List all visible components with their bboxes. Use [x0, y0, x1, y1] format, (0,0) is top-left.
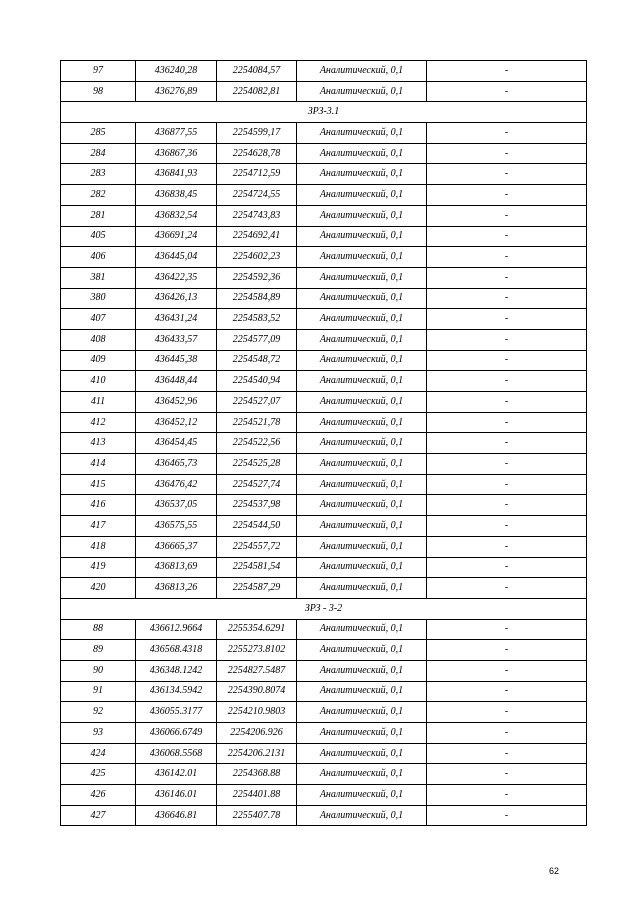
- method-accuracy-cell: Аналитический, 0,1: [297, 329, 427, 350]
- point-number-cell: 410: [61, 371, 136, 392]
- page-number: 62: [549, 866, 560, 876]
- note-cell: -: [427, 61, 587, 82]
- point-number-cell: 420: [61, 578, 136, 599]
- table-row: [61, 702, 587, 723]
- y-coordinate-cell: 2254082,81: [217, 81, 297, 102]
- x-coordinate-cell: 436431,24: [136, 309, 217, 330]
- note-cell: -: [427, 640, 587, 661]
- table-row: [61, 764, 587, 785]
- x-coordinate-cell: 436445,04: [136, 247, 217, 268]
- x-coordinate-cell: 436612.9664: [136, 619, 217, 640]
- note-cell: -: [427, 164, 587, 185]
- x-coordinate-cell: 436276,89: [136, 81, 217, 102]
- point-number-cell: 380: [61, 288, 136, 309]
- y-coordinate-cell: 2254592,36: [217, 267, 297, 288]
- method-accuracy-cell: Аналитический, 0,1: [297, 205, 427, 226]
- point-number-cell: 282: [61, 185, 136, 206]
- y-coordinate-cell: 2254599,17: [217, 123, 297, 144]
- method-accuracy-cell: Аналитический, 0,1: [297, 764, 427, 785]
- method-accuracy-cell: Аналитический, 0,1: [297, 123, 427, 144]
- table-body: [61, 61, 587, 826]
- table-row: [61, 309, 587, 330]
- note-cell: -: [427, 267, 587, 288]
- table-row: [61, 288, 587, 309]
- note-cell: -: [427, 764, 587, 785]
- y-coordinate-cell: 2254743,83: [217, 205, 297, 226]
- section-header-row: [61, 598, 587, 619]
- y-coordinate-cell: 2254522,56: [217, 433, 297, 454]
- note-cell: -: [427, 247, 587, 268]
- table-row: [61, 454, 587, 475]
- method-accuracy-cell: Аналитический, 0,1: [297, 495, 427, 516]
- y-coordinate-cell: 2254401.88: [217, 785, 297, 806]
- table-row: [61, 226, 587, 247]
- note-cell: -: [427, 702, 587, 723]
- method-accuracy-cell: Аналитический, 0,1: [297, 702, 427, 723]
- note-cell: -: [427, 81, 587, 102]
- y-coordinate-cell: 2254587,29: [217, 578, 297, 599]
- x-coordinate-cell: 436055.3177: [136, 702, 217, 723]
- point-number-cell: 92: [61, 702, 136, 723]
- x-coordinate-cell: 436691,24: [136, 226, 217, 247]
- x-coordinate-cell: 436841,93: [136, 164, 217, 185]
- y-coordinate-cell: 2254206.926: [217, 723, 297, 744]
- table-row: [61, 412, 587, 433]
- point-number-cell: 411: [61, 392, 136, 413]
- method-accuracy-cell: Аналитический, 0,1: [297, 61, 427, 82]
- method-accuracy-cell: Аналитический, 0,1: [297, 578, 427, 599]
- table-row: [61, 371, 587, 392]
- x-coordinate-cell: 436575,55: [136, 516, 217, 537]
- x-coordinate-cell: 436452,12: [136, 412, 217, 433]
- y-coordinate-cell: 2254521,78: [217, 412, 297, 433]
- y-coordinate-cell: 2254084,57: [217, 61, 297, 82]
- y-coordinate-cell: 2254692,41: [217, 226, 297, 247]
- point-number-cell: 415: [61, 474, 136, 495]
- method-accuracy-cell: Аналитический, 0,1: [297, 143, 427, 164]
- table-row: [61, 474, 587, 495]
- y-coordinate-cell: 2254368.88: [217, 764, 297, 785]
- method-accuracy-cell: Аналитический, 0,1: [297, 557, 427, 578]
- x-coordinate-cell: 436646.81: [136, 805, 217, 826]
- method-accuracy-cell: Аналитический, 0,1: [297, 288, 427, 309]
- method-accuracy-cell: Аналитический, 0,1: [297, 743, 427, 764]
- y-coordinate-cell: 2254602,23: [217, 247, 297, 268]
- note-cell: -: [427, 723, 587, 744]
- point-number-cell: 97: [61, 61, 136, 82]
- table-row: [61, 723, 587, 744]
- table-row: [61, 578, 587, 599]
- x-coordinate-cell: 436665,37: [136, 536, 217, 557]
- table-row: [61, 743, 587, 764]
- point-number-cell: 406: [61, 247, 136, 268]
- y-coordinate-cell: 2254577,09: [217, 329, 297, 350]
- method-accuracy-cell: Аналитический, 0,1: [297, 247, 427, 268]
- x-coordinate-cell: 436142.01: [136, 764, 217, 785]
- point-number-cell: 88: [61, 619, 136, 640]
- point-number-cell: 409: [61, 350, 136, 371]
- x-coordinate-cell: 436838,45: [136, 185, 217, 206]
- point-number-cell: 381: [61, 267, 136, 288]
- point-number-cell: 284: [61, 143, 136, 164]
- table-row: [61, 681, 587, 702]
- point-number-cell: 419: [61, 557, 136, 578]
- table-row: [61, 267, 587, 288]
- note-cell: -: [427, 309, 587, 330]
- x-coordinate-cell: 436813,69: [136, 557, 217, 578]
- point-number-cell: 413: [61, 433, 136, 454]
- table-row: [61, 516, 587, 537]
- table-row: [61, 247, 587, 268]
- section-header-row: [61, 102, 587, 123]
- x-coordinate-cell: 436426,13: [136, 288, 217, 309]
- table-row: [61, 205, 587, 226]
- point-number-cell: 98: [61, 81, 136, 102]
- x-coordinate-cell: 436445,38: [136, 350, 217, 371]
- method-accuracy-cell: Аналитический, 0,1: [297, 660, 427, 681]
- method-accuracy-cell: Аналитический, 0,1: [297, 350, 427, 371]
- note-cell: -: [427, 474, 587, 495]
- note-cell: -: [427, 433, 587, 454]
- y-coordinate-cell: 2255273.8102: [217, 640, 297, 661]
- y-coordinate-cell: 2254827.5487: [217, 660, 297, 681]
- method-accuracy-cell: Аналитический, 0,1: [297, 474, 427, 495]
- table-row: [61, 805, 587, 826]
- table-row: [61, 143, 587, 164]
- y-coordinate-cell: 2254544,50: [217, 516, 297, 537]
- y-coordinate-cell: 2254537,98: [217, 495, 297, 516]
- point-number-cell: 416: [61, 495, 136, 516]
- note-cell: -: [427, 371, 587, 392]
- note-cell: -: [427, 123, 587, 144]
- x-coordinate-cell: 436240,28: [136, 61, 217, 82]
- y-coordinate-cell: 2254540,94: [217, 371, 297, 392]
- table-row: [61, 392, 587, 413]
- point-number-cell: 283: [61, 164, 136, 185]
- x-coordinate-cell: 436448,44: [136, 371, 217, 392]
- method-accuracy-cell: Аналитический, 0,1: [297, 723, 427, 744]
- y-coordinate-cell: 2254583,52: [217, 309, 297, 330]
- y-coordinate-cell: 2254527,74: [217, 474, 297, 495]
- y-coordinate-cell: 2254527,07: [217, 392, 297, 413]
- method-accuracy-cell: Аналитический, 0,1: [297, 392, 427, 413]
- y-coordinate-cell: 2254525,28: [217, 454, 297, 475]
- point-number-cell: 425: [61, 764, 136, 785]
- point-number-cell: 412: [61, 412, 136, 433]
- point-number-cell: 408: [61, 329, 136, 350]
- point-number-cell: 89: [61, 640, 136, 661]
- point-number-cell: 426: [61, 785, 136, 806]
- x-coordinate-cell: 436146.01: [136, 785, 217, 806]
- point-number-cell: 424: [61, 743, 136, 764]
- method-accuracy-cell: Аналитический, 0,1: [297, 640, 427, 661]
- table-row: [61, 350, 587, 371]
- table-row: [61, 557, 587, 578]
- x-coordinate-cell: 436867,36: [136, 143, 217, 164]
- note-cell: -: [427, 578, 587, 599]
- x-coordinate-cell: 436476,42: [136, 474, 217, 495]
- section-title: ЗРЗ-3.1: [61, 102, 587, 123]
- method-accuracy-cell: Аналитический, 0,1: [297, 785, 427, 806]
- note-cell: -: [427, 350, 587, 371]
- point-number-cell: 93: [61, 723, 136, 744]
- x-coordinate-cell: 436537,05: [136, 495, 217, 516]
- table-row: [61, 640, 587, 661]
- method-accuracy-cell: Аналитический, 0,1: [297, 164, 427, 185]
- y-coordinate-cell: 2254390.8074: [217, 681, 297, 702]
- section-title: ЗРЗ - 3-2: [61, 598, 587, 619]
- note-cell: -: [427, 619, 587, 640]
- method-accuracy-cell: Аналитический, 0,1: [297, 805, 427, 826]
- method-accuracy-cell: Аналитический, 0,1: [297, 516, 427, 537]
- x-coordinate-cell: 436134.5942: [136, 681, 217, 702]
- table-row: [61, 495, 587, 516]
- point-number-cell: 414: [61, 454, 136, 475]
- note-cell: -: [427, 805, 587, 826]
- method-accuracy-cell: Аналитический, 0,1: [297, 433, 427, 454]
- note-cell: -: [427, 681, 587, 702]
- table-row: [61, 185, 587, 206]
- y-coordinate-cell: 2255407.78: [217, 805, 297, 826]
- note-cell: -: [427, 288, 587, 309]
- table-row: [61, 433, 587, 454]
- point-number-cell: 90: [61, 660, 136, 681]
- x-coordinate-cell: 436568.4318: [136, 640, 217, 661]
- note-cell: -: [427, 495, 587, 516]
- x-coordinate-cell: 436452,96: [136, 392, 217, 413]
- table-row: [61, 619, 587, 640]
- y-coordinate-cell: 2254548,72: [217, 350, 297, 371]
- note-cell: -: [427, 536, 587, 557]
- method-accuracy-cell: Аналитический, 0,1: [297, 309, 427, 330]
- method-accuracy-cell: Аналитический, 0,1: [297, 454, 427, 475]
- note-cell: -: [427, 329, 587, 350]
- y-coordinate-cell: 2254206.2131: [217, 743, 297, 764]
- point-number-cell: 427: [61, 805, 136, 826]
- method-accuracy-cell: Аналитический, 0,1: [297, 412, 427, 433]
- note-cell: -: [427, 226, 587, 247]
- coordinates-table: [60, 60, 587, 826]
- table-row: [61, 536, 587, 557]
- note-cell: -: [427, 454, 587, 475]
- x-coordinate-cell: 436465,73: [136, 454, 217, 475]
- y-coordinate-cell: 2254724,55: [217, 185, 297, 206]
- note-cell: -: [427, 743, 587, 764]
- point-number-cell: 405: [61, 226, 136, 247]
- y-coordinate-cell: 2254557,72: [217, 536, 297, 557]
- note-cell: -: [427, 660, 587, 681]
- y-coordinate-cell: 2254712,59: [217, 164, 297, 185]
- table-row: [61, 164, 587, 185]
- table-row: [61, 81, 587, 102]
- y-coordinate-cell: 2255354.6291: [217, 619, 297, 640]
- x-coordinate-cell: 436422,35: [136, 267, 217, 288]
- table-row: [61, 61, 587, 82]
- method-accuracy-cell: Аналитический, 0,1: [297, 371, 427, 392]
- y-coordinate-cell: 2254581,54: [217, 557, 297, 578]
- y-coordinate-cell: 2254210.9803: [217, 702, 297, 723]
- note-cell: -: [427, 205, 587, 226]
- table-row: [61, 785, 587, 806]
- note-cell: -: [427, 516, 587, 537]
- x-coordinate-cell: 436832,54: [136, 205, 217, 226]
- note-cell: -: [427, 392, 587, 413]
- method-accuracy-cell: Аналитический, 0,1: [297, 267, 427, 288]
- method-accuracy-cell: Аналитический, 0,1: [297, 81, 427, 102]
- x-coordinate-cell: 436877,55: [136, 123, 217, 144]
- point-number-cell: 91: [61, 681, 136, 702]
- table-row: [61, 329, 587, 350]
- point-number-cell: 407: [61, 309, 136, 330]
- x-coordinate-cell: 436068.5568: [136, 743, 217, 764]
- method-accuracy-cell: Аналитический, 0,1: [297, 185, 427, 206]
- method-accuracy-cell: Аналитический, 0,1: [297, 226, 427, 247]
- x-coordinate-cell: 436813,26: [136, 578, 217, 599]
- table-row: [61, 123, 587, 144]
- point-number-cell: 418: [61, 536, 136, 557]
- note-cell: -: [427, 557, 587, 578]
- note-cell: -: [427, 185, 587, 206]
- point-number-cell: 281: [61, 205, 136, 226]
- table-row: [61, 660, 587, 681]
- method-accuracy-cell: Аналитический, 0,1: [297, 681, 427, 702]
- method-accuracy-cell: Аналитический, 0,1: [297, 536, 427, 557]
- y-coordinate-cell: 2254584,89: [217, 288, 297, 309]
- x-coordinate-cell: 436348.1242: [136, 660, 217, 681]
- point-number-cell: 417: [61, 516, 136, 537]
- point-number-cell: 285: [61, 123, 136, 144]
- method-accuracy-cell: Аналитический, 0,1: [297, 619, 427, 640]
- x-coordinate-cell: 436433,57: [136, 329, 217, 350]
- x-coordinate-cell: 436066.6749: [136, 723, 217, 744]
- note-cell: -: [427, 412, 587, 433]
- note-cell: -: [427, 785, 587, 806]
- y-coordinate-cell: 2254628,78: [217, 143, 297, 164]
- x-coordinate-cell: 436454,45: [136, 433, 217, 454]
- note-cell: -: [427, 143, 587, 164]
